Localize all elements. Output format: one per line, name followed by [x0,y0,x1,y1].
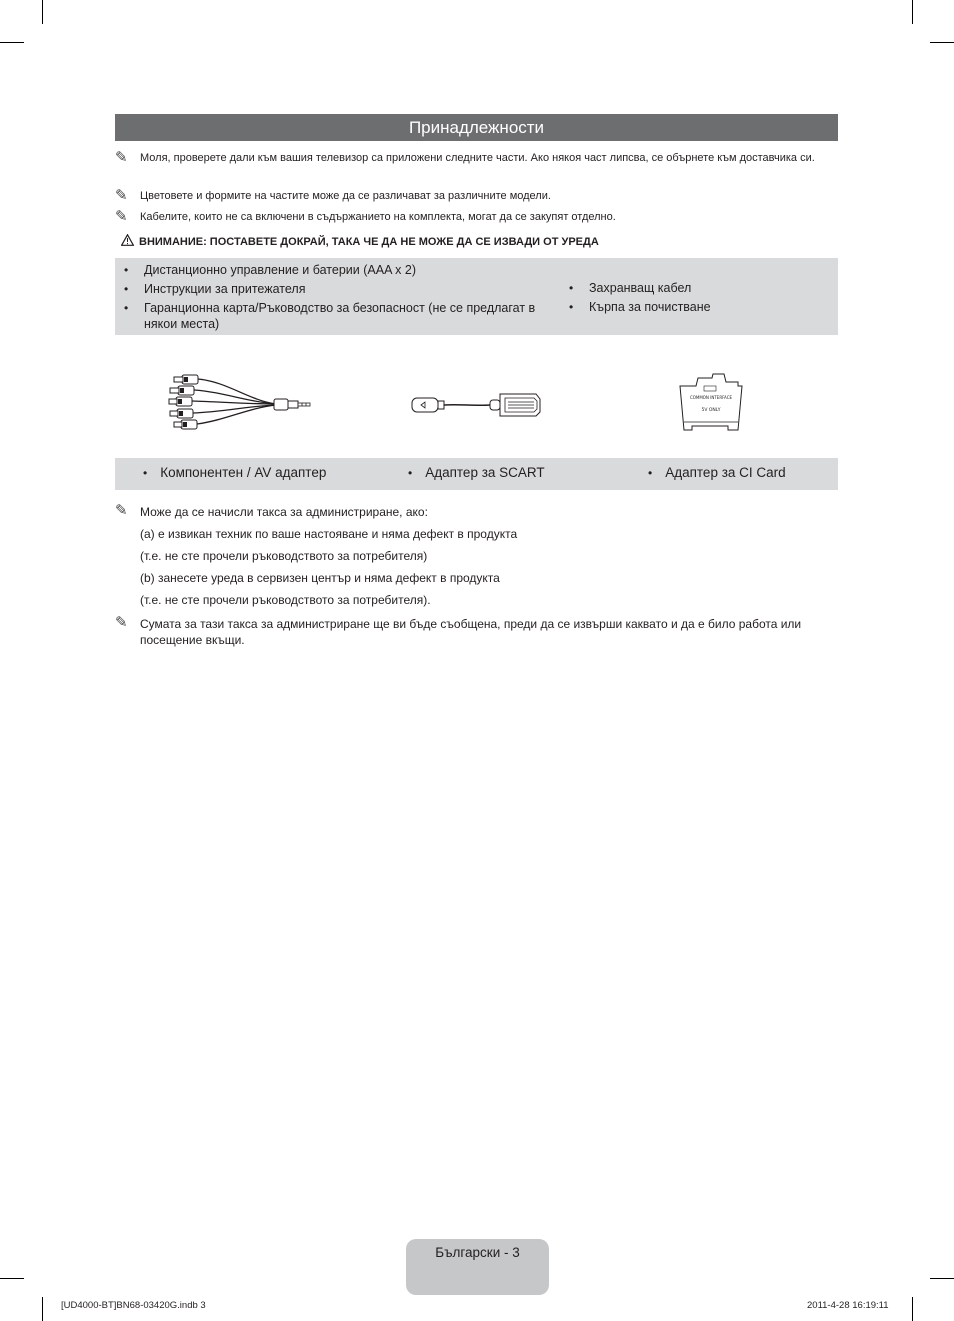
ci-card-text-2: 5V ONLY [701,408,721,413]
note-pencil-icon: ✎ [115,149,128,166]
warning-triangle-icon [121,234,135,248]
section-title: Принадлежности [115,114,838,141]
note-cables [115,210,815,225]
list-item: • Гаранционна карта/Ръководство за безопасност (не се предлагат в някои места) [115,300,555,332]
page-label: Български - 3 [435,1245,520,1260]
fee-line-b: (b) занесете уреда в сервизен център и няма дефект в продукта [140,571,500,585]
scart-adapter-icon [410,390,542,425]
page-number-tab [406,1239,549,1295]
fee-line-a: (a) е извикан техник по ваше настояване и няма дефект в продукта [140,527,518,541]
note-colors-shapes [115,189,815,204]
bullet: • [408,466,413,480]
note-text: Кабелите, които не са включени в съдържанието на комплекта, могат да се закупят отделно. [140,211,616,223]
crop-mark [912,0,913,24]
caption-text: Адаптер за SCART [425,465,545,480]
list-item: • Дистанционно управление и батерии (AAA x 2) [115,262,555,278]
crop-mark [912,1297,913,1321]
print-timestamp: 2011-4-28 16:19:11 [807,1300,889,1311]
contents-list-right [560,280,830,318]
list-item: • Кърпа за почистване [560,299,830,315]
contents-box [115,258,838,335]
crop-mark [0,1278,24,1279]
caption-ci-card [648,464,786,482]
note-text: Може да се начисли такса за администриране, ако: [140,505,428,519]
caption-text: Адаптер за CI Card [665,465,786,480]
contents-list-left [115,262,555,335]
caption-component-av [143,464,326,482]
note-text: Моля, проверете дали към вашия телевизор са приложени следните части. Ако някоя част липсва, се обърнете към доставчика си. [140,152,815,164]
warning-text: ВНИМАНИЕ: ПОСТАВЕТЕ ДОКРАЙ, ТАКА ЧЕ ДА НЕ МОЖЕ ДА СЕ ИЗВАДИ ОТ УРЕДА [139,236,599,248]
fee-line-b-detail: (т.е. не сте прочели ръководството за потребителя). [140,593,431,607]
bullet: • [648,466,653,480]
bullet: • [143,466,148,480]
crop-mark [42,0,43,24]
note-pencil-icon: ✎ [115,614,128,631]
fee-line-a-detail: (т.е. не сте прочели ръководството за потребителя) [140,549,428,563]
list-item: • Инструкции за притежателя [115,281,555,297]
note-text: Сумата за тази такса за администриране ще ви бъде съобщена, преди да се извърши каквато и да е било работа или посещение вкъщи. [140,617,802,647]
crop-mark [930,1278,954,1279]
note-pencil-icon: ✎ [115,187,128,204]
note-fee-final [115,616,815,648]
caption-scart [408,464,545,482]
note-check-parts [115,151,815,166]
crop-mark [0,42,24,43]
warning-line [121,234,599,249]
list-item: • Захранващ кабел [560,280,830,296]
crop-mark [42,1297,43,1321]
caption-text: Компонентен / AV адаптер [160,465,327,480]
note-pencil-icon: ✎ [115,208,128,225]
note-fee-intro [115,504,815,520]
crop-mark [930,42,954,43]
ci-card-adapter-icon [676,372,746,439]
component-av-adapter-icon [168,372,313,441]
note-text: Цветовете и формите на частите може да се различават за различните модели. [140,190,551,202]
ci-card-text-1: COMMON INTERFACE [689,395,733,400]
note-pencil-icon: ✎ [115,502,128,519]
print-file-info: [UD4000-BT]BN68-03420G.indb 3 [61,1300,206,1311]
